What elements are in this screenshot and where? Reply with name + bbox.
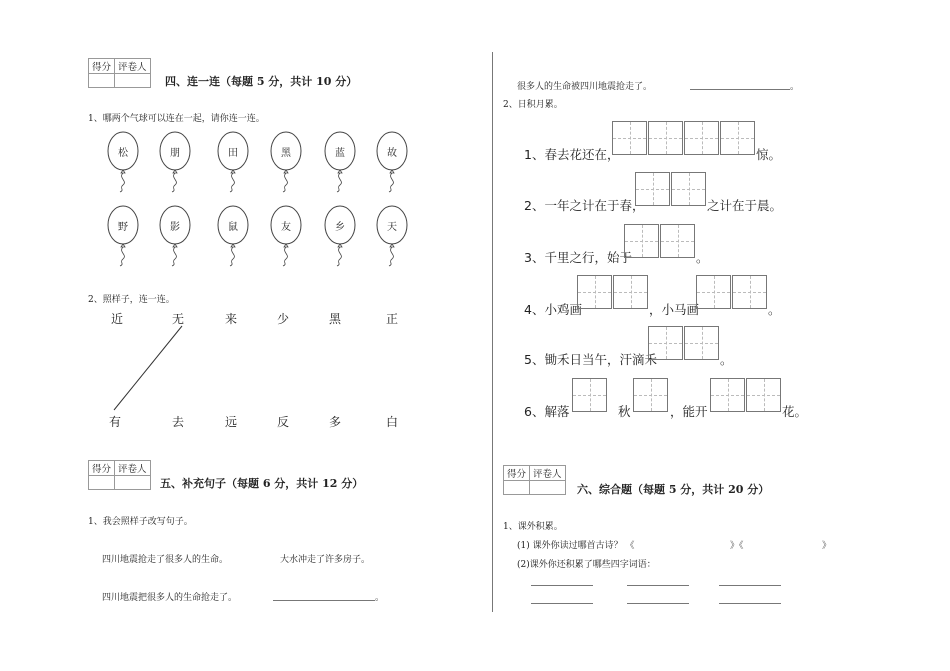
writing-box[interactable] <box>635 172 670 206</box>
match-word[interactable]: 去 <box>172 415 185 429</box>
section6-title: 六、综合题（每题 5 分，共计 20 分） <box>577 483 770 496</box>
balloon[interactable] <box>106 205 140 271</box>
right-q2: 2、日积月累。 <box>503 100 563 110</box>
poem-item-6-mid2: ，能开 <box>670 404 708 419</box>
writing-box[interactable] <box>684 121 719 155</box>
score-label: 得分 <box>504 466 530 481</box>
period-mark: 。 <box>790 82 800 92</box>
balloon-char: 黑 <box>281 148 291 159</box>
balloon[interactable] <box>158 205 192 271</box>
section5-q1: 1、我会照样子改写句子。 <box>88 517 193 527</box>
balloon-icon <box>106 131 140 193</box>
poem-item-6-pre: 6、解落 <box>524 404 570 419</box>
grader-label: 评卷人 <box>115 59 151 74</box>
continued-sentence: 很多人的生命被四川地震抢走了。 <box>517 82 653 92</box>
balloon[interactable] <box>323 205 357 271</box>
balloon-icon <box>323 131 357 193</box>
example-connect-line <box>110 320 190 415</box>
match-word[interactable]: 少 <box>277 312 290 326</box>
balloon-char: 影 <box>170 222 180 233</box>
match-word[interactable]: 白 <box>386 415 399 429</box>
balloon-char: 野 <box>118 222 128 233</box>
balloon-icon <box>216 131 250 193</box>
example-sentence-2: 大水冲走了许多房子。 <box>280 555 371 565</box>
balloon-icon <box>269 131 303 193</box>
poem-item-5-post: 。 <box>720 352 733 367</box>
answer-line[interactable] <box>531 585 593 586</box>
score-label: 得分 <box>89 461 115 476</box>
balloon-icon <box>158 131 192 193</box>
balloon-icon <box>216 205 250 267</box>
balloon-char: 蓝 <box>335 148 345 159</box>
balloon-icon <box>158 205 192 267</box>
balloon-char: 松 <box>118 148 128 159</box>
balloon-char: 朋 <box>170 148 180 159</box>
balloon[interactable] <box>375 131 409 197</box>
grader-label: 评卷人 <box>530 466 566 481</box>
answer-line[interactable] <box>719 603 781 604</box>
score-table-5 <box>88 460 151 490</box>
score-table-4 <box>88 58 151 88</box>
section4-title: 四、连一连（每题 5 分，共计 10 分） <box>165 75 358 88</box>
answer-line[interactable] <box>719 585 781 586</box>
balloon-char: 故 <box>387 148 397 159</box>
balloon-icon <box>375 205 409 267</box>
match-word[interactable]: 反 <box>277 415 290 429</box>
poem-item-5-pre: 5、锄禾日当午，汗滴禾 <box>524 352 657 367</box>
balloon[interactable] <box>216 131 250 197</box>
balloon-char: 友 <box>281 222 291 233</box>
poem-item-3-post: 。 <box>696 250 709 265</box>
score-table-6 <box>503 465 566 495</box>
poem-item-6-mid: 秋 <box>618 404 631 419</box>
poem-item-2-pre: 2、一年之计在于春， <box>524 198 645 213</box>
writing-box[interactable] <box>671 172 706 206</box>
writing-box[interactable] <box>624 224 659 258</box>
answer-line[interactable] <box>627 603 689 604</box>
writing-box[interactable] <box>660 224 695 258</box>
writing-box[interactable] <box>720 121 755 155</box>
writing-box[interactable] <box>633 378 668 412</box>
balloon-icon <box>106 205 140 267</box>
match-word[interactable]: 无 <box>172 312 185 326</box>
writing-box[interactable] <box>710 378 745 412</box>
section5-title: 五、补充句子（每题 6 分，共计 12 分） <box>160 477 364 490</box>
writing-box[interactable] <box>612 121 647 155</box>
balloon-char: 乡 <box>335 222 345 233</box>
match-word[interactable]: 远 <box>225 415 238 429</box>
match-word[interactable]: 近 <box>111 312 124 326</box>
balloon[interactable] <box>323 131 357 197</box>
match-word[interactable]: 黑 <box>329 312 342 326</box>
balloon-char: 田 <box>228 148 238 159</box>
section6-s2: (2)课外你还积累了哪些四字词语： <box>517 560 656 570</box>
balloon[interactable] <box>216 205 250 271</box>
balloon[interactable] <box>269 131 303 197</box>
writing-box[interactable] <box>648 326 683 360</box>
score-label: 得分 <box>89 59 115 74</box>
period-mark: 。 <box>375 593 385 603</box>
writing-box[interactable] <box>613 275 648 309</box>
balloon[interactable] <box>269 205 303 271</box>
answer-line[interactable] <box>531 603 593 604</box>
balloon-icon <box>323 205 357 267</box>
section4-q1: 1、哪两个气球可以连在一起，请你连一连。 <box>88 114 265 124</box>
writing-box[interactable] <box>696 275 731 309</box>
answer-line[interactable] <box>690 89 790 90</box>
column-divider <box>492 52 493 612</box>
match-word[interactable]: 正 <box>386 312 399 326</box>
poem-item-4-pre: 4、小鸡画 <box>524 302 582 317</box>
section6-s1b: 》《 <box>730 541 744 551</box>
section4-q2: 2、照样子，连一连。 <box>88 295 175 305</box>
writing-box[interactable] <box>684 326 719 360</box>
balloon[interactable] <box>158 131 192 197</box>
poem-item-6-post: 花。 <box>782 404 808 419</box>
match-word[interactable]: 多 <box>329 415 342 429</box>
poem-item-1-post: 惊。 <box>756 147 782 162</box>
answer-line[interactable] <box>627 585 689 586</box>
example-sentence-1: 四川地震抢走了很多人的生命。 <box>102 555 229 565</box>
balloon-char: 天 <box>387 222 397 233</box>
poem-item-3-pre: 3、千里之行，始于 <box>524 250 632 265</box>
match-word[interactable]: 有 <box>109 415 122 429</box>
section6-q1: 1、课外积累。 <box>503 522 563 532</box>
balloon-icon <box>375 131 409 193</box>
poem-item-2-post: 之计在于晨。 <box>707 198 783 213</box>
writing-box[interactable] <box>577 275 612 309</box>
poem-item-4-mid: ，小马画 <box>649 302 700 317</box>
poem-item-1-pre: 1、春去花还在， <box>524 147 620 162</box>
grader-label: 评卷人 <box>115 461 151 476</box>
section6-s1c: 》 <box>822 541 832 551</box>
writing-box[interactable] <box>648 121 683 155</box>
example-sentence-3: 四川地震把很多人的生命抢走了。 <box>102 593 238 603</box>
section6-s1: (1) 课外你读过哪首古诗？ 《 <box>517 541 635 551</box>
balloon[interactable] <box>375 205 409 271</box>
writing-box[interactable] <box>572 378 607 412</box>
balloon[interactable] <box>106 131 140 197</box>
answer-line[interactable] <box>273 600 375 601</box>
writing-box[interactable] <box>732 275 767 309</box>
balloon-char: 鼠 <box>228 222 238 233</box>
writing-box[interactable] <box>746 378 781 412</box>
balloon-icon <box>269 205 303 267</box>
poem-item-4-post: 。 <box>768 302 781 317</box>
match-word[interactable]: 来 <box>225 312 238 326</box>
